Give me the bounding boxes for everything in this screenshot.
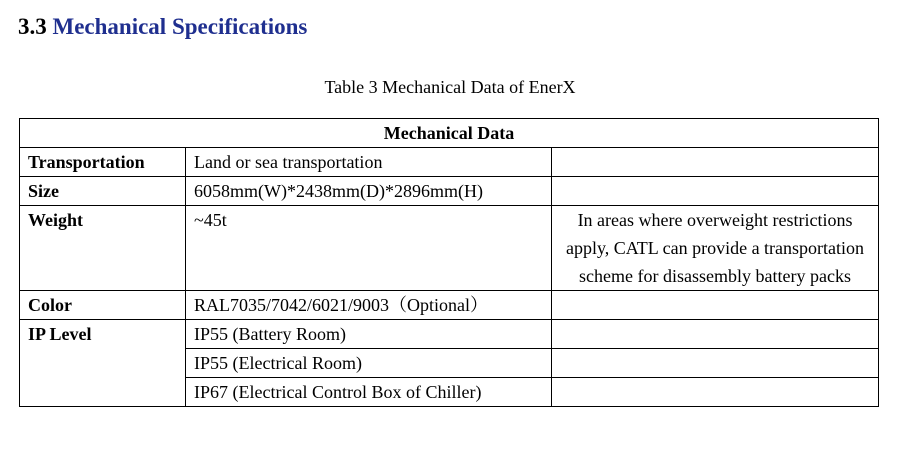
section-title: Mechanical Specifications [52,14,308,39]
section-number: 3.3 [18,14,47,39]
row-value: IP67 (Electrical Control Box of Chiller) [186,378,552,407]
row-value: IP55 (Electrical Room) [186,349,552,378]
row-label: IP Level [20,320,186,407]
row-note [552,177,879,206]
section-heading [18,9,307,45]
row-label: Size [20,177,186,206]
mechanical-data-table [19,118,879,407]
row-value: ~45t [186,206,552,291]
row-note [552,291,879,320]
table-row-color [20,291,879,320]
table-caption: Table 3 Mechanical Data of EnerX [324,77,576,97]
table-header-row [20,119,879,148]
row-value: 6058mm(W)*2438mm(D)*2896mm(H) [186,177,552,206]
table-header: Mechanical Data [20,119,879,148]
table-row-size [20,177,879,206]
table-row-transportation [20,148,879,177]
row-note: In areas where overweight restrictions apply, CATL can provide a transportation scheme for disassembly battery packs [552,206,879,291]
row-note [552,320,879,349]
row-label: Weight [20,206,186,291]
row-note [552,378,879,407]
table-row-ip-level [20,320,879,349]
row-label: Transportation [20,148,186,177]
row-value: Land or sea transportation [186,148,552,177]
row-note [552,349,879,378]
table-row-weight [20,206,879,291]
row-label: Color [20,291,186,320]
row-value: IP55 (Battery Room) [186,320,552,349]
row-note [552,148,879,177]
row-value: RAL7035/7042/6021/9003（Optional） [186,291,552,320]
